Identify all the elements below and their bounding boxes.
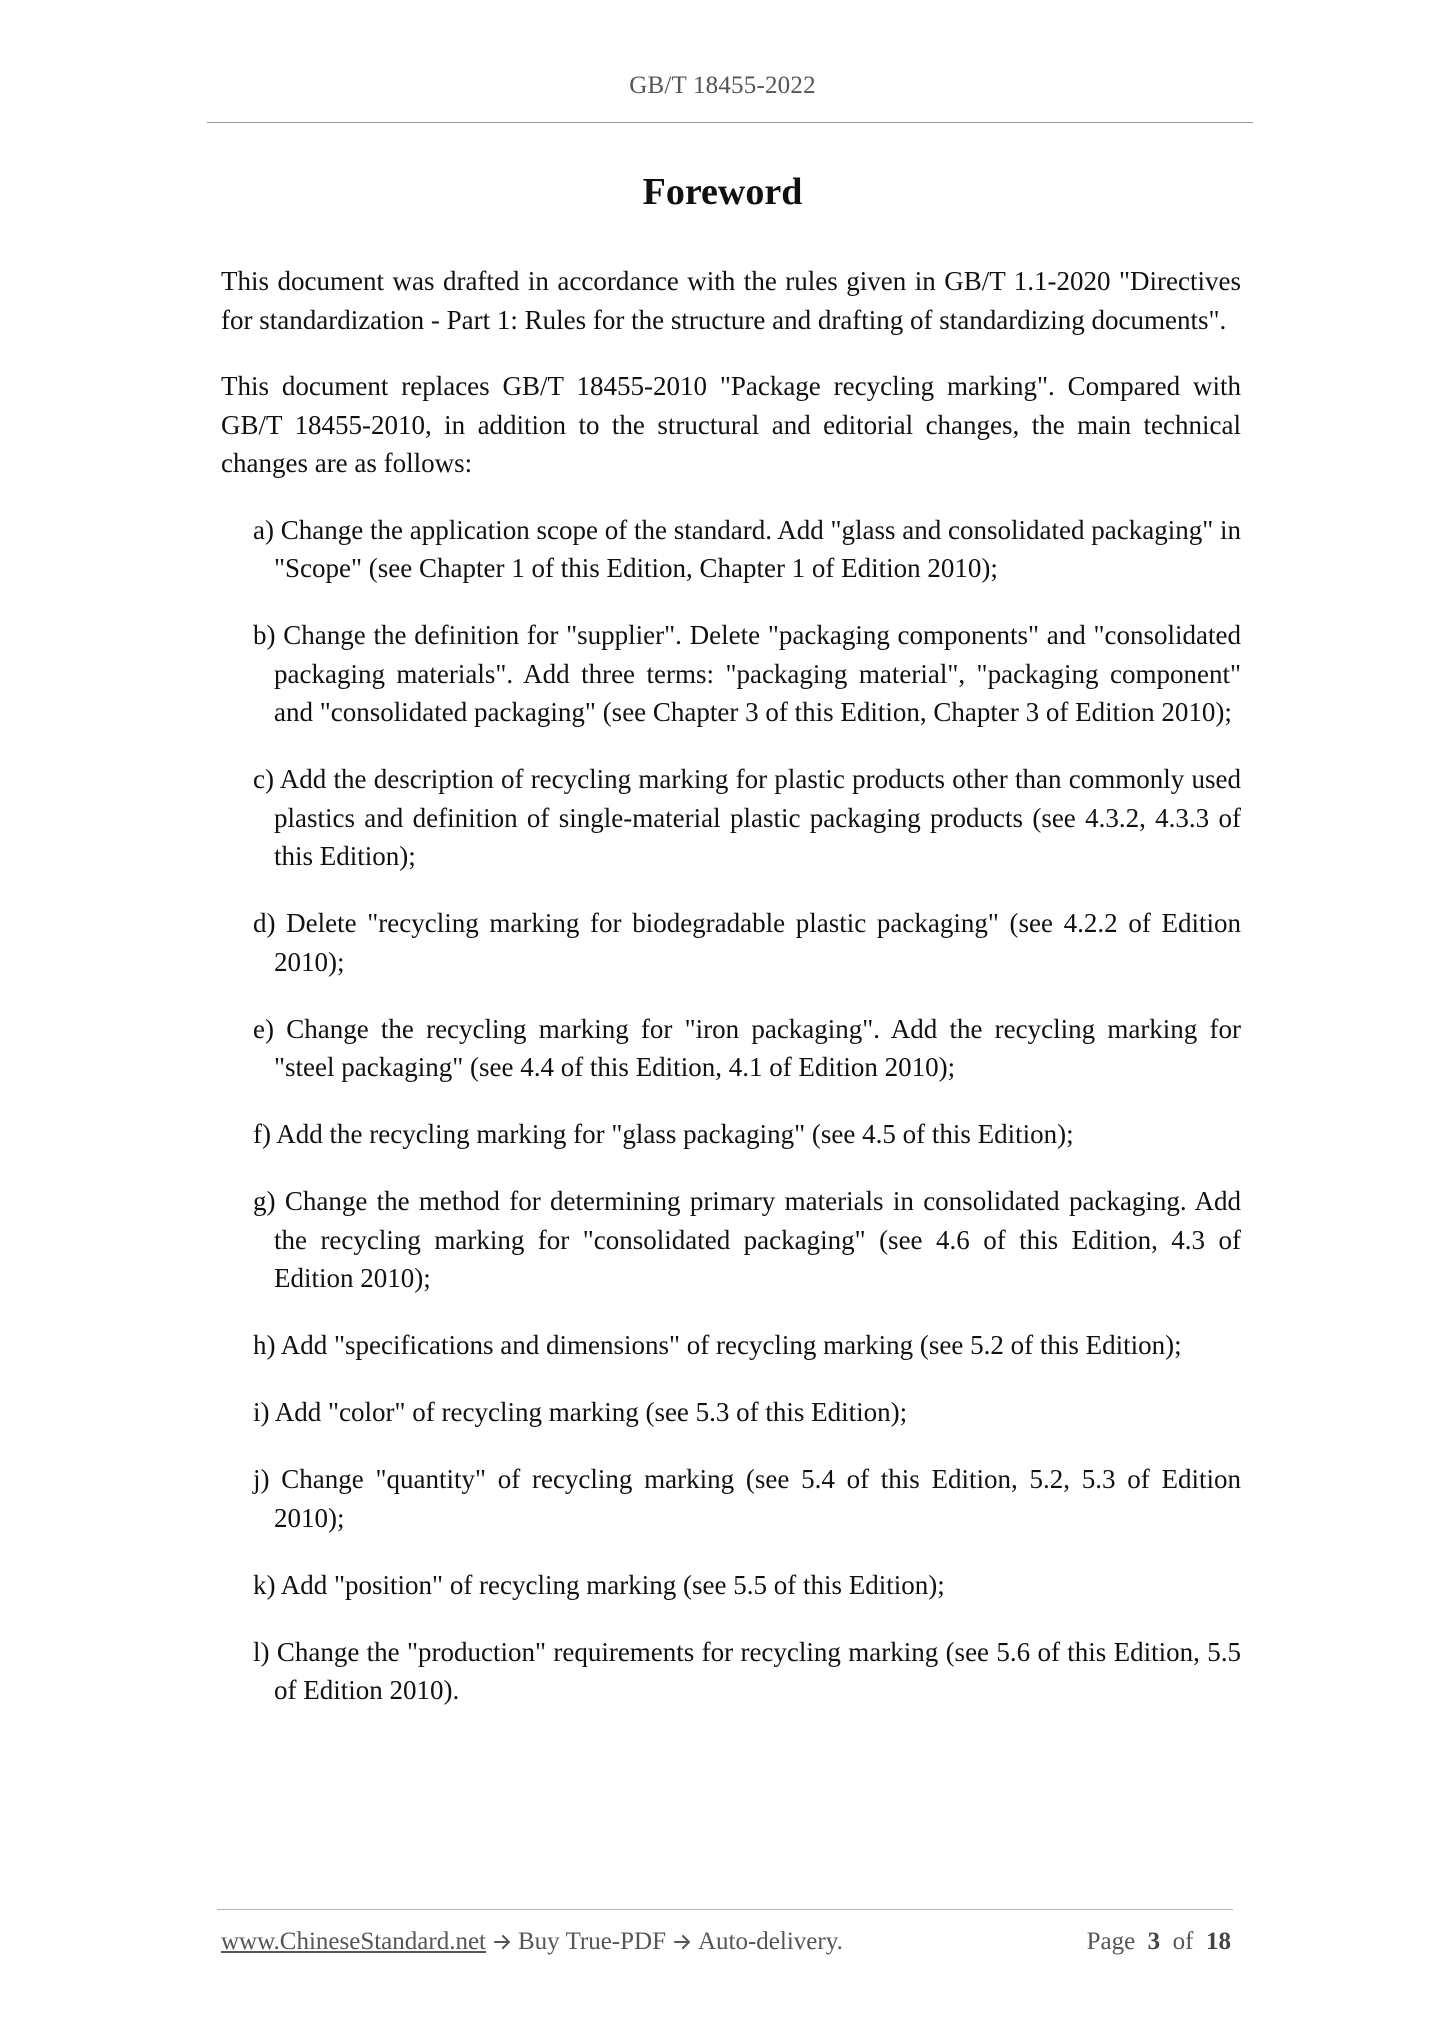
page-current: 3	[1147, 1928, 1161, 1955]
list-item-marker: l)	[253, 1636, 270, 1667]
list-item	[221, 1115, 1241, 1154]
page-title: Foreword	[642, 171, 803, 213]
auto-delivery-text: Auto-delivery.	[697, 1928, 843, 1955]
list-item-marker: k)	[253, 1569, 276, 1600]
list-item-marker: i)	[253, 1397, 270, 1427]
page-header-doc-code: GB/T 18455-2022	[629, 72, 816, 99]
list-item-text: Change the definition for "supplier". Delete "packaging components" and "consolidated packaging materials". Add three terms: "packaging material", "packaging component" and "consolidated packaging" (see Chapter 3 of this Edition, Chapter 3 of Edition 2010);	[274, 620, 1242, 727]
list-item-marker: h)	[253, 1330, 276, 1360]
page-of-word: of	[1172, 1928, 1194, 1955]
footer-divider	[217, 1909, 1233, 1910]
site-link[interactable]: www.ChineseStandard.net	[221, 1928, 486, 1955]
list-item-marker: a)	[253, 514, 274, 545]
list-item-text: Change "quantity" of recycling marking (see 5.4 of this Edition, 5.2, 5.3 of Edition 2010);	[274, 1464, 1241, 1533]
list-item	[221, 1633, 1241, 1710]
list-item-marker: b)	[253, 620, 276, 650]
list-item-text: Add "position" of recycling marking (see 5.5 of this Edition);	[280, 1569, 945, 1600]
list-item	[221, 511, 1241, 588]
paragraph-drafting-rules: This document was drafted in accordance with the rules given in GB/T 1.1-2020 "Directives for standardization - Part 1: Rules for the structure and drafting of standardizing documents".	[221, 266, 1241, 335]
document-body	[221, 262, 1241, 1738]
list-item-text: Change the "production" requirements for recycling marking (see 5.6 of this Edition, 5.5 of Edition 2010).	[274, 1636, 1241, 1705]
list-item	[221, 1393, 1241, 1432]
list-item	[221, 1566, 1241, 1605]
list-item-text: Add the recycling marking for "glass packaging" (see 4.5 of this Edition);	[276, 1119, 1074, 1149]
list-item	[221, 616, 1241, 732]
list-item	[221, 760, 1241, 876]
right-arrow-icon	[494, 1934, 512, 1950]
list-item	[221, 1460, 1241, 1537]
list-item-marker: j)	[253, 1464, 270, 1494]
list-item-text: Change the recycling marking for "iron packaging". Add the recycling marking for "steel packaging" (see 4.4 of this Edition, 4.1 of Edition 2010);	[274, 1013, 1242, 1082]
list-item	[221, 1182, 1241, 1298]
list-item-text: Change the method for determining primary materials in consolidated packaging. Add the recycling marking for "consolidated packaging" (see 4.6 of this Edition, 4.3 of Edition 2010);	[274, 1186, 1242, 1293]
list-item-text: Add "color" of recycling marking (see 5.3 of this Edition);	[274, 1397, 908, 1427]
list-item	[221, 904, 1241, 981]
page-total: 18	[1206, 1928, 1231, 1955]
list-item-marker: c)	[253, 764, 274, 794]
paragraph-replacement: This document replaces GB/T 18455-2010 "Package recycling marking". Compared with GB/T 18455-2010, in addition to the structural and editorial changes, the main technical changes are as follows:	[221, 371, 1241, 478]
list-item	[221, 1326, 1241, 1365]
footer-promo	[221, 1928, 843, 1956]
list-item-text: Add the description of recycling marking for plastic products other than commonly used plastics and definition of single-material plastic packaging products (see 4.3.2, 4.3.3 of this Edition);	[274, 764, 1241, 871]
list-item-marker: d)	[253, 908, 276, 938]
technical-changes-list	[221, 511, 1241, 1710]
list-item-text: Change the application scope of the standard. Add "glass and consolidated packaging" in "Scope" (see Chapter 1 of this Edition, Chapter 1 of Edition 2010);	[274, 514, 1242, 583]
page-word: Page	[1086, 1928, 1136, 1955]
list-item-text: Add "specifications and dimensions" of recycling marking (see 5.2 of this Edition);	[280, 1330, 1182, 1360]
list-item-marker: f)	[253, 1119, 271, 1149]
right-arrow-icon	[674, 1934, 692, 1950]
list-item-marker: g)	[253, 1186, 276, 1216]
header-divider	[207, 122, 1253, 123]
list-item-marker: e)	[253, 1013, 274, 1044]
list-item	[221, 1010, 1241, 1087]
buy-true-pdf-text: Buy True-PDF	[518, 1928, 666, 1955]
page-number	[1087, 1928, 1231, 1956]
list-item-text: Delete "recycling marking for biodegradable plastic packaging" (see 4.2.2 of Edition 2010);	[274, 908, 1241, 977]
